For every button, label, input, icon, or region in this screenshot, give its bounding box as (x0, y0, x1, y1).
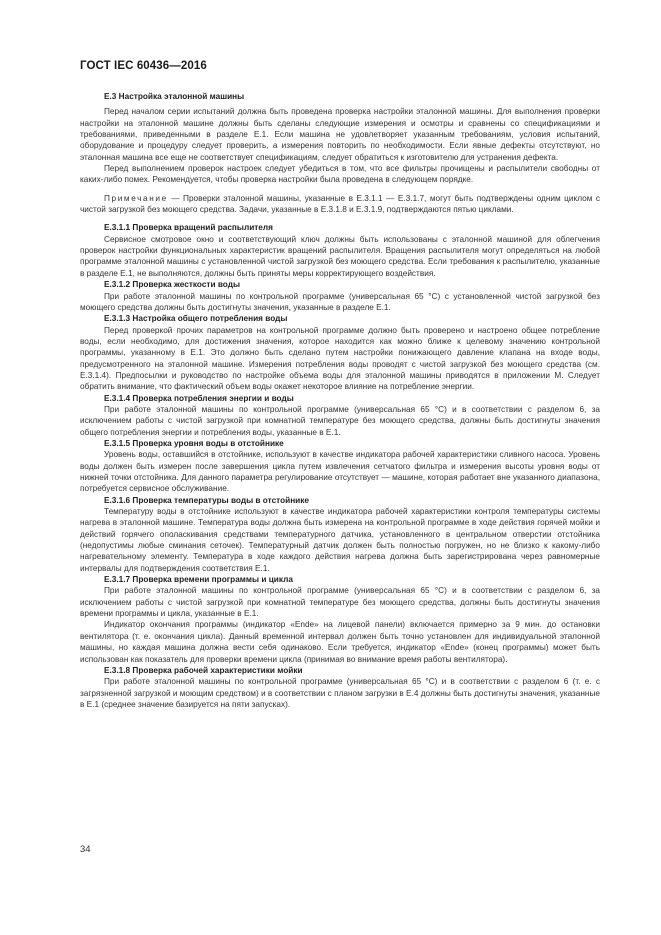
page-number: 34 (80, 844, 91, 855)
paragraph: При работе эталонной машины по контрольной программе (универсальная 65 °С) и в соответствии с разделом 6, за исключением работы с чистой загрузкой при комнатной температуре без моющего средства, должны быть достигнуты значения времени программы и цикла, указанные в Е.1. (80, 586, 600, 619)
section-heading: Е.3 Настройка эталонной машины (104, 92, 245, 101)
note-text: — Проверки эталонной машины, указанные в Е.3.1.1 — Е.3.1.7, могут быть подтверждены одним циклом с чистой загрузкой без моющего средства. Задачи, указанные в Е.3.1.8 и Е.3.1.9, подтверждаются пятью циклами. (80, 193, 600, 215)
paragraph: При работе эталонной машины по контрольной программе (универсальная 65 °С) и в соответствии с разделом 6 (т. е. с загрязненной загрузкой и моющим средством) и в соответствии с планом загрузки в Е.4 должны быть достигнуты значения, указанные в Е.1 (среднее значение базируется на пяти запусках). (80, 677, 600, 709)
paragraph: Перед проверкой прочих параметров на контрольной программе должно быть проверено и настроено общее потребление воды, если необходимо, для достижения значения, которое находится как можно ближе к целевому значению контрольной программы, указанному в Е.1. Это должно быть сделано путем настройки понижающего давление клапана на входе воды, предусмотренного на эталонной машине. Измерения потребления воды проводят с чистой загрузкой без моющего средства (см. Е.3.1.4). Предпосылки и руководство по настройке объема воды для эталонной машины приводятся в приложении М. Следует обратить внимание, что фактический объем воды окажет некоторое влияние на потребление энергии. (80, 325, 600, 392)
paragraph: При работе эталонной машины по контрольной программе (универсальная 65 °С) и в соответствии с разделом 6, за исключением работы с чистой загрузкой при комнатной температуре без моющего средства, должны быть достигнуты значения общего потребления энергии и потребления воды, указанные в Е.1. (80, 404, 600, 437)
paragraph: Перед началом серии испытаний должна быть проведена проверка настройки эталонной машины. Для выполнения проверки настройки на эталонной машине должны быть сделаны следующие измерения и осмотры и сравнены со спецификациями и требованиями, приведенными в разделе Е.1. Если машина не удовлетворяет указанным требованиям, условия испытаний, оборудование и процедуру следует проверить, а измерения повторить по необходимости. Если явные дефекты отсутствуют, но эталонная машина все еще не соответствует спецификациям, следует обратиться к изготовителю для устранения дефекта. (80, 107, 600, 162)
paragraph: При работе эталонной машины по контрольной программе (универсальная 65 °С) с установленной чистой загрузкой без моющего средства должны быть достигнуты значения, указанные в разделе Е.1. (80, 291, 600, 312)
document-body (80, 91, 600, 710)
section-heading: Е.3.1.2 Проверка жесткости воды (104, 280, 241, 290)
section-heading: Е.3.1.6 Проверка температуры воды в отстойнике (104, 495, 309, 505)
section-heading: Е.3.1.8 Проверка рабочей характеристики мойки (104, 665, 303, 675)
section-heading: Е.3.1.5 Проверка уровня воды в отстойнике (104, 438, 284, 448)
paragraph: Сервисное смотровое окно и соответствующий ключ должны быть использованы с эталонной машиной для облегчения проверок настройки функциональных характеристик вращений распылителя. Вращения распылителя могут определяться на любой программе эталонной машины с установленной чистой загрузкой без моющего средства. Если требования к распылителю, указанные в разделе Е.1, не выполняются, должны быть приняты меры корректирующего воздействия. (80, 234, 600, 278)
section-heading: Е.3.1.7 Проверка времени программы и цикла (104, 575, 293, 585)
section-heading: Е.3.1.4 Проверка потребления энергии и воды (104, 393, 294, 403)
section-heading: Е.3.1.1 Проверка вращений распылителя (104, 223, 273, 233)
section-heading: Е.3.1.3 Настройка общего потребления воды (104, 314, 288, 324)
paragraph: Температуру воды в отстойнике используют в качестве индикатора рабочей характеристики контроля температуры системы нагрева в эталонной машине. Температура воды должна быть измерена на контрольной программе в ходе действия горячей мойки и действий горячего ополаскивания средствами температурного датчика, установленного в центральном отверстии отстойника (недопустимы любые сминания сеточек). Температурный датчик должен быть полностью погружен, но не близко к какому-либо нагревательному элементу. Температура в ходе каждого действия нагрева должна быть зарегистрирована через равномерные интервалы для подтверждения соответствия Е.1. (80, 507, 600, 573)
paragraph: Уровень воды, оставшийся в отстойнике, используют в качестве индикатора рабочей характеристики сливного насоса. Уровень воды должен быть измерен после завершения цикла путем извлечения сетчатого фильтра и измерения высоты уровня воды от нижней точки отстойника. Для данного параметра регулирование отсутствует — машине, которая работает вне указанного диапазона, потребуется сервисное обслуживание. (80, 450, 600, 494)
note-label: Примечание (104, 193, 168, 203)
document-header: ГОСТ IEC 60436—2016 (80, 60, 207, 72)
paragraph: Индикатор окончания программы (индикатор «Ende» на лицевой панели) включается примерно за 9 мин. до остановки вентилятора (т. е. окончания цикла). Данный временной интервал должен быть точно установлен для индивидуальной эталонной машины, но каждая машина должна вести себя одинаково. Если требуется, индикатор «Ende» (конец программы) может быть использован как показатель для проверки времени цикла (принимая во внимание время работы вентилятора). (80, 620, 600, 664)
paragraph: Перед выполнением проверок настроек следует убедиться в том, что все фильтры прочищены и распылители свободны от каких-либо помех. Рекомендуется, чтобы проверка настройки была проведена в следующем порядке. (80, 164, 600, 185)
note-paragraph (80, 193, 600, 216)
